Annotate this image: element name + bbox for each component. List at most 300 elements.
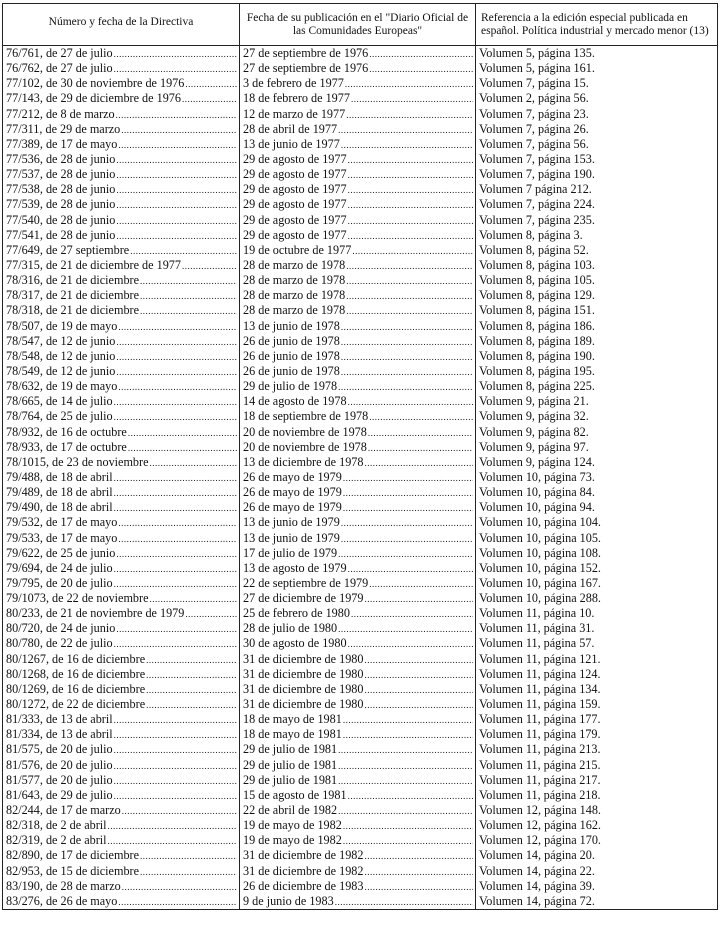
directive-cell <box>3 697 240 712</box>
directive-cell <box>3 91 240 106</box>
publication-date-cell-text: 13 de junio de 1977 <box>243 136 340 151</box>
directive-cell-text: 77/541, de 28 de junio <box>6 227 116 242</box>
publication-date-cell-text: 13 de diciembre de 1978 <box>243 454 364 469</box>
reference-cell <box>476 531 717 546</box>
reference-cell-text: Volumen 11, página 217. <box>479 772 601 787</box>
dot-leader <box>139 289 237 303</box>
directive-cell-text: 78/665, de 14 de julio <box>6 394 113 409</box>
dot-leader <box>113 774 237 788</box>
directive-cell <box>3 455 240 470</box>
reference-cell-text: Volumen 14, página 22. <box>479 863 595 878</box>
directive-cell-text: 76/761, de 27 de julio <box>6 46 113 60</box>
reference-cell <box>476 303 717 318</box>
reference-cell <box>476 773 717 788</box>
publication-date-cell-text: 31 de diciembre de 1982 <box>243 863 364 878</box>
publication-date-cell <box>240 606 476 621</box>
reference-cell-text: Volumen 11, página 31. <box>479 621 595 636</box>
publication-date-cell-text: 28 de marzo de 1978 <box>243 257 346 272</box>
publication-date-cell <box>240 515 476 530</box>
publication-date-cell <box>240 712 476 727</box>
publication-date-cell <box>240 440 476 455</box>
reference-cell-text: Volumen 14, página 20. <box>479 848 595 863</box>
table-row <box>3 394 717 409</box>
reference-cell <box>476 561 717 576</box>
directive-cell <box>3 531 240 546</box>
publication-date-cell <box>240 379 476 394</box>
directive-cell <box>3 152 240 167</box>
reference-cell <box>476 152 717 167</box>
reference-cell-text: Volumen 5, página 135. <box>479 46 595 60</box>
table-row <box>3 228 717 243</box>
reference-cell <box>476 833 717 848</box>
table-row <box>3 364 717 379</box>
directive-cell-text: 79/533, de 17 de mayo <box>6 530 118 545</box>
publication-date-cell <box>240 409 476 424</box>
dot-leader <box>115 168 237 182</box>
directive-cell <box>3 228 240 243</box>
dot-leader <box>113 713 237 727</box>
dot-leader <box>340 138 473 152</box>
publication-date-cell-text: 26 de diciembre de 1983 <box>243 878 364 893</box>
dot-leader <box>337 547 473 561</box>
dot-leader <box>347 395 473 409</box>
table-row <box>3 515 717 530</box>
publication-date-cell <box>240 455 476 470</box>
publication-date-cell <box>240 107 476 122</box>
publication-date-cell <box>240 773 476 788</box>
publication-date-cell-text: 13 de junio de 1979 <box>243 530 340 545</box>
directive-cell-text: 78/932, de 16 de octubre <box>6 424 127 439</box>
table-row <box>3 712 717 727</box>
dot-leader <box>145 698 237 712</box>
table-header <box>3 4 717 46</box>
publication-date-cell <box>240 197 476 212</box>
directive-cell <box>3 727 240 742</box>
reference-cell <box>476 697 717 712</box>
reference-cell <box>476 258 717 273</box>
table-row <box>3 803 717 818</box>
reference-cell <box>476 758 717 773</box>
publication-date-cell-text: 29 de julio de 1981 <box>243 742 338 757</box>
dot-leader <box>127 426 237 440</box>
table-row <box>3 652 717 667</box>
reference-cell-text: Volumen 8, página 103. <box>479 257 595 272</box>
reference-cell-text: Volumen 10, página 73. <box>479 469 595 484</box>
reference-cell-text: Volumen 8, página 225. <box>479 379 595 394</box>
directive-cell-text: 81/577, de 20 de julio <box>6 772 113 787</box>
directive-cell <box>3 137 240 152</box>
publication-date-cell-text: 29 de julio de 1981 <box>243 757 338 772</box>
publication-date-cell <box>240 76 476 91</box>
reference-cell-text: Volumen 10, página 288. <box>479 591 601 606</box>
dot-leader <box>363 849 473 863</box>
publication-date-cell-text: 12 de marzo de 1977 <box>243 106 346 121</box>
directive-cell-text: 82/890, de 17 de diciembre <box>6 848 140 863</box>
reference-cell <box>476 440 717 455</box>
directive-cell-text: 78/507, de 19 de mayo <box>6 318 118 333</box>
directive-cell <box>3 107 240 122</box>
publication-date-cell-text: 29 de agosto de 1977 <box>243 151 347 166</box>
directive-cell-text: 80/1269, de 16 de diciembre <box>6 681 146 696</box>
directive-cell <box>3 167 240 182</box>
reference-cell <box>476 76 717 91</box>
publication-date-cell <box>240 364 476 379</box>
directive-cell <box>3 742 240 757</box>
publication-date-cell-text: 20 de noviembre de 1978 <box>243 424 367 439</box>
table-row <box>3 621 717 636</box>
reference-cell <box>476 167 717 182</box>
directive-cell <box>3 273 240 288</box>
table-row <box>3 76 717 91</box>
reference-cell <box>476 425 717 440</box>
reference-cell-text: Volumen 7, página 15. <box>479 76 589 91</box>
dot-leader <box>347 153 473 167</box>
directive-cell-text: 80/1267, de 16 de diciembre <box>6 651 146 666</box>
dot-leader <box>113 637 237 651</box>
dot-leader <box>113 743 237 757</box>
table-row <box>3 470 717 485</box>
publication-date-cell <box>240 485 476 500</box>
publication-date-cell-text: 13 de junio de 1979 <box>243 515 340 530</box>
directive-cell-text: 77/539, de 28 de junio <box>6 197 116 212</box>
table-row <box>3 546 717 561</box>
reference-cell-text: Volumen 9, página 97. <box>479 439 589 454</box>
publication-date-cell <box>240 591 476 606</box>
table-row <box>3 440 717 455</box>
dot-leader <box>347 214 473 228</box>
reference-cell <box>476 213 717 228</box>
directives-table <box>2 3 718 910</box>
directive-cell <box>3 409 240 424</box>
directive-cell-text: 79/1073, de 22 de noviembre <box>6 591 149 606</box>
directive-cell-text: 82/244, de 17 de marzo <box>6 803 121 818</box>
directive-cell-text: 78/318, de 21 de diciembre <box>6 303 140 318</box>
directive-cell-text: 79/694, de 24 de julio <box>6 560 113 575</box>
reference-cell-text: Volumen 9, página 21. <box>479 394 589 409</box>
reference-cell-text: Volumen 8, página 3. <box>479 227 583 242</box>
directive-cell <box>3 818 240 833</box>
table-row <box>3 137 717 152</box>
directive-cell <box>3 319 240 334</box>
publication-date-cell-text: 13 de agosto de 1979 <box>243 560 347 575</box>
reference-cell-text: Volumen 11, página 121. <box>479 651 601 666</box>
directive-cell-text: 80/1268, de 16 de diciembre <box>6 666 146 681</box>
dot-leader <box>345 289 473 303</box>
publication-date-cell-text: 18 de mayo de 1981 <box>243 727 342 742</box>
reference-cell <box>476 349 717 364</box>
directive-cell-text: 77/143, de 29 de diciembre de 1976 <box>6 91 181 106</box>
directive-cell-text: 77/540, de 28 de junio <box>6 212 116 227</box>
publication-date-cell-text: 19 de mayo de 1982 <box>243 833 342 848</box>
directive-cell <box>3 546 240 561</box>
table-row <box>3 409 717 424</box>
table-row <box>3 848 717 863</box>
directive-cell <box>3 485 240 500</box>
dot-leader <box>363 865 473 879</box>
reference-cell <box>476 91 717 106</box>
reference-cell-text: Volumen 7, página 224. <box>479 197 595 212</box>
dot-leader <box>115 108 237 122</box>
dot-leader <box>115 198 237 212</box>
dot-leader <box>184 77 237 91</box>
dot-leader <box>342 728 473 742</box>
directive-cell-text: 83/276, de 26 de mayo <box>6 893 118 908</box>
dot-leader <box>337 774 473 788</box>
directive-cell-text: 77/536, de 28 de junio <box>6 151 116 166</box>
table-row <box>3 636 717 651</box>
publication-date-cell <box>240 394 476 409</box>
directive-cell-text: 78/764, de 25 de julio <box>6 409 113 424</box>
dot-leader <box>345 274 473 288</box>
publication-date-cell <box>240 727 476 742</box>
publication-date-cell <box>240 167 476 182</box>
header-fecha-publicacion: Fecha de su publicación en el "Diario Oficial de las Comunidades Europeas" <box>240 4 476 45</box>
publication-date-cell-text: 28 de marzo de 1978 <box>243 303 346 318</box>
reference-cell-text: Volumen 10, página 105. <box>479 530 601 545</box>
reference-cell-text: Volumen 8, página 52. <box>479 242 589 257</box>
table-row <box>3 788 717 803</box>
reference-cell <box>476 364 717 379</box>
reference-cell-text: Volumen 9, página 82. <box>479 424 589 439</box>
directive-cell <box>3 394 240 409</box>
dot-leader <box>117 532 237 546</box>
table-row <box>3 879 717 894</box>
directive-cell <box>3 197 240 212</box>
directive-cell <box>3 848 240 863</box>
dot-leader <box>115 547 237 561</box>
publication-date-cell <box>240 137 476 152</box>
reference-cell-text: Volumen 10, página 152. <box>479 560 601 575</box>
dot-leader <box>363 698 473 712</box>
reference-cell-text: Volumen 11, página 10. <box>479 606 595 621</box>
directive-cell-text: 78/549, de 12 de junio <box>6 363 116 378</box>
publication-date-cell-text: 31 de diciembre de 1980 <box>243 666 364 681</box>
table-row <box>3 485 717 500</box>
publication-date-cell <box>240 273 476 288</box>
publication-date-cell-text: 26 de mayo de 1979 <box>243 485 342 500</box>
directive-cell-text: 79/488, de 18 de abril <box>6 469 113 484</box>
reference-cell-text: Volumen 11, página 179. <box>479 727 601 742</box>
directive-cell-text: 82/318, de 2 de abril <box>6 818 107 833</box>
dot-leader <box>115 365 237 379</box>
publication-date-cell-text: 27 de diciembre de 1979 <box>243 591 364 606</box>
publication-date-cell-text: 28 de marzo de 1978 <box>243 273 346 288</box>
publication-date-cell <box>240 621 476 636</box>
directive-cell <box>3 182 240 197</box>
table-row <box>3 773 717 788</box>
dot-leader <box>139 304 237 318</box>
publication-date-cell <box>240 425 476 440</box>
table-row <box>3 334 717 349</box>
directive-cell-text: 78/933, de 17 de octubre <box>6 439 127 454</box>
directive-cell-text: 78/317, de 21 de diciembre <box>6 288 140 303</box>
directive-cell <box>3 879 240 894</box>
publication-date-cell-text: 31 de diciembre de 1980 <box>243 651 364 666</box>
publication-date-cell-text: 27 de septiembre de 1976 <box>243 46 369 60</box>
publication-date-cell-text: 28 de abril de 1977 <box>243 121 338 136</box>
directive-cell-text: 80/1272, de 22 de diciembre <box>6 697 146 712</box>
reference-cell-text: Volumen 10, página 94. <box>479 500 595 515</box>
publication-date-cell-text: 30 de agosto de 1980 <box>243 636 347 651</box>
dot-leader <box>347 789 473 803</box>
dot-leader <box>107 834 237 848</box>
dot-leader <box>342 486 473 500</box>
dot-leader <box>139 865 237 879</box>
table-row <box>3 425 717 440</box>
dot-leader <box>344 77 473 91</box>
reference-cell-text: Volumen 8, página 189. <box>479 333 595 348</box>
directive-cell-text: 78/548, de 12 de junio <box>6 348 116 363</box>
dot-leader <box>115 153 237 167</box>
dot-leader <box>121 880 237 894</box>
directive-cell-text: 78/1015, de 23 de noviembre <box>6 454 149 469</box>
directive-cell <box>3 864 240 879</box>
publication-date-cell <box>240 561 476 576</box>
publication-date-cell <box>240 742 476 757</box>
dot-leader <box>337 622 473 636</box>
directive-cell-text: 77/212, de 8 de marzo <box>6 106 115 121</box>
dot-leader <box>127 441 237 455</box>
directive-cell <box>3 349 240 364</box>
table-row <box>3 107 717 122</box>
dot-leader <box>113 471 237 485</box>
directive-cell <box>3 76 240 91</box>
publication-date-cell <box>240 288 476 303</box>
dot-leader <box>113 501 237 515</box>
reference-cell <box>476 636 717 651</box>
table-row <box>3 46 717 61</box>
publication-date-cell-text: 19 de mayo de 1982 <box>243 818 342 833</box>
table-row <box>3 213 717 228</box>
dot-leader <box>345 259 473 273</box>
directive-cell-text: 81/334, de 13 de abril <box>6 727 113 742</box>
directive-cell-text: 83/190, de 28 de marzo <box>6 878 121 893</box>
reference-cell-text: Volumen 11, página 213. <box>479 742 601 757</box>
directive-cell-text: 79/490, de 18 de abril <box>6 500 113 515</box>
dot-leader <box>115 350 237 364</box>
table-row <box>3 319 717 334</box>
table-row <box>3 258 717 273</box>
publication-date-cell-text: 9 de junio de 1983 <box>243 893 334 908</box>
table-row <box>3 122 717 137</box>
publication-date-cell <box>240 848 476 863</box>
reference-cell <box>476 197 717 212</box>
dot-leader <box>363 683 473 697</box>
publication-date-cell <box>240 303 476 318</box>
dot-leader <box>337 380 473 394</box>
publication-date-cell-text: 26 de junio de 1978 <box>243 363 340 378</box>
publication-date-cell-text: 28 de marzo de 1978 <box>243 288 346 303</box>
dot-leader <box>363 653 473 667</box>
reference-cell <box>476 334 717 349</box>
directive-cell <box>3 833 240 848</box>
reference-cell <box>476 712 717 727</box>
dot-leader <box>340 350 473 364</box>
directive-cell <box>3 364 240 379</box>
dot-leader <box>145 653 237 667</box>
directive-cell-text: 79/795, de 20 de julio <box>6 575 113 590</box>
directive-cell-text: 81/575, de 20 de julio <box>6 742 113 757</box>
reference-cell-text: Volumen 7, página 23. <box>479 106 589 121</box>
reference-cell <box>476 319 717 334</box>
table-row <box>3 531 717 546</box>
dot-leader <box>367 441 473 455</box>
publication-date-cell-text: 28 de julio de 1980 <box>243 621 338 636</box>
directive-cell-text: 79/489, de 18 de abril <box>6 485 113 500</box>
directive-cell <box>3 667 240 682</box>
publication-date-cell-text: 22 de abril de 1982 <box>243 803 338 818</box>
reference-cell <box>476 667 717 682</box>
reference-cell-text: Volumen 11, página 177. <box>479 712 601 727</box>
directive-cell <box>3 470 240 485</box>
publication-date-cell <box>240 652 476 667</box>
table-row <box>3 243 717 258</box>
dot-leader <box>347 637 473 651</box>
publication-date-cell <box>240 334 476 349</box>
directive-cell <box>3 591 240 606</box>
publication-date-cell <box>240 697 476 712</box>
directive-cell <box>3 122 240 137</box>
dot-leader <box>368 577 473 591</box>
publication-date-cell-text: 29 de julio de 1981 <box>243 772 338 787</box>
directive-cell <box>3 652 240 667</box>
table-row <box>3 197 717 212</box>
dot-leader <box>120 123 237 137</box>
reference-cell <box>476 727 717 742</box>
reference-cell <box>476 243 717 258</box>
dot-leader <box>117 380 237 394</box>
publication-date-cell-text: 31 de diciembre de 1980 <box>243 681 364 696</box>
directive-cell <box>3 576 240 591</box>
table-row <box>3 682 717 697</box>
dot-leader <box>115 229 237 243</box>
reference-cell-text: Volumen 2, página 56. <box>479 91 589 106</box>
reference-cell <box>476 470 717 485</box>
table-row <box>3 167 717 182</box>
reference-cell <box>476 848 717 863</box>
table-row <box>3 61 717 76</box>
directive-cell <box>3 758 240 773</box>
reference-cell-text: Volumen 8, página 105. <box>479 273 595 288</box>
dot-leader <box>350 607 473 621</box>
dot-leader <box>113 789 237 803</box>
directive-cell <box>3 46 240 61</box>
reference-cell <box>476 137 717 152</box>
reference-cell-text: Volumen 7, página 153. <box>479 151 595 166</box>
publication-date-cell <box>240 61 476 76</box>
directive-cell <box>3 440 240 455</box>
dot-leader <box>340 532 473 546</box>
table-row <box>3 273 717 288</box>
reference-cell <box>476 107 717 122</box>
dot-leader <box>149 592 238 606</box>
reference-cell <box>476 485 717 500</box>
table-row <box>3 500 717 515</box>
publication-date-cell <box>240 349 476 364</box>
publication-date-cell <box>240 152 476 167</box>
reference-cell <box>476 803 717 818</box>
dot-leader <box>117 516 237 530</box>
directive-cell <box>3 500 240 515</box>
dot-leader <box>149 456 238 470</box>
dot-leader <box>117 138 237 152</box>
directive-cell <box>3 379 240 394</box>
table-row <box>3 667 717 682</box>
dot-leader <box>340 365 473 379</box>
dot-leader <box>350 92 473 106</box>
reference-cell <box>476 394 717 409</box>
directive-cell <box>3 636 240 651</box>
